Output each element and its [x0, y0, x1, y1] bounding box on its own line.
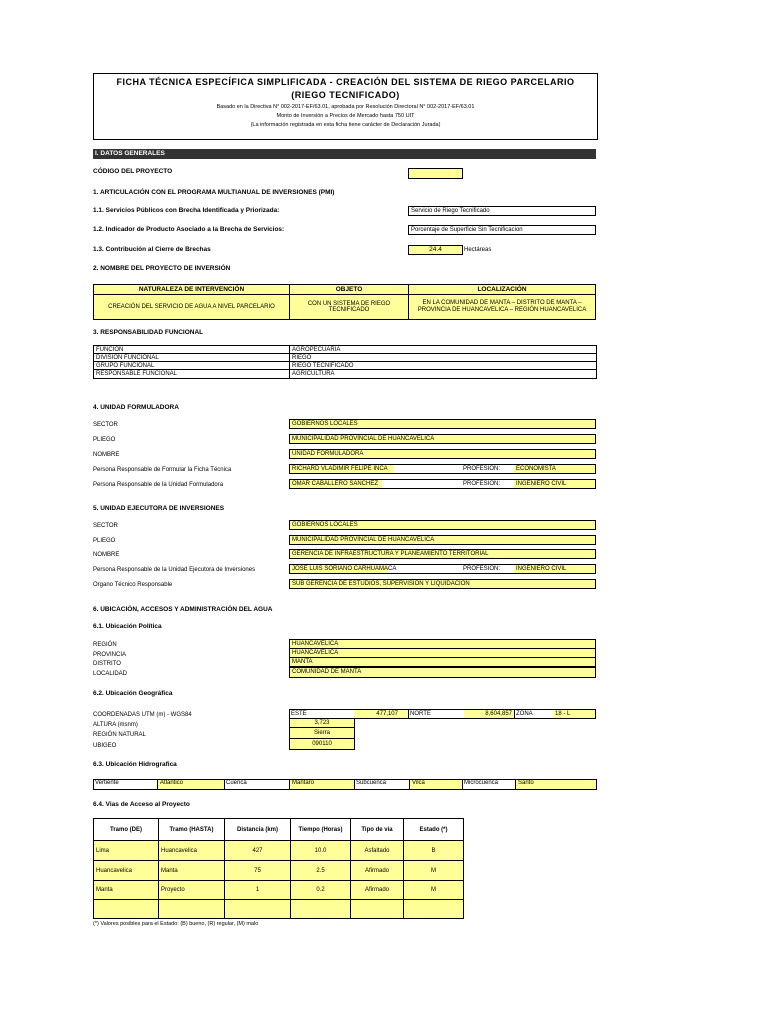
group-label: GRUPO FUNCIONAL — [93, 361, 290, 370]
ue-resp-field[interactable]: JOSE LUIS SORIANO CARHUAMACA — [292, 566, 397, 572]
form-subtitle: (RIEGO TECNIFICADO) — [291, 90, 400, 100]
provincia-label: PROVINCIA — [93, 652, 127, 658]
cuenca-field[interactable]: Mantaro — [290, 780, 355, 789]
ue-pliego-field[interactable]: MUNICIPALIDAD PROVINCIAL DE HUANCAVELICA — [289, 535, 596, 545]
provincia-field[interactable]: HUANCAVELICA — [289, 648, 596, 658]
th-distancia: Distancia (km) — [224, 818, 291, 841]
uf-resp2-field[interactable]: OMAR CABALLERO SANCHEZ — [290, 480, 382, 488]
access-row-4-hasta[interactable] — [158, 899, 225, 919]
ubigeo-field[interactable]: 090110 — [289, 738, 355, 750]
ue-nombre-label: NOMBRE — [93, 552, 120, 558]
zona-label: ZONA — [516, 711, 533, 717]
uf-resp1-label: Persona Responsable de Formular la Ficha Técnica — [93, 467, 232, 473]
form-title: FICHA TÉCNICA ESPECÍFICA SIMPLIFICADA - CREACIÓN DEL SISTEMA DE RIEGO PARCELARIO — [116, 77, 575, 87]
nature-value[interactable]: CREACIÓN DEL SERVICIO DE AGUA A NIVEL PARCELARIO — [93, 294, 290, 320]
ue-resp-row — [289, 564, 596, 574]
access-routes-title: 6.4. Vias de Acceso al Proyecto — [93, 801, 190, 808]
access-row-3-tiempo[interactable]: 0.2 — [290, 880, 351, 900]
ue-sector-field[interactable]: GOBIERNOS LOCALES — [289, 520, 596, 530]
access-row-2-tipo[interactable]: Afirmado — [350, 860, 404, 881]
uf-resp2-row — [289, 479, 596, 489]
contribution-label: 1.3. Contribución al Cierre de Brechas — [93, 246, 211, 253]
hydro-row — [93, 779, 597, 790]
ubigeo-label: UBIGEO — [93, 743, 117, 749]
region-field[interactable]: HUANCAVELICA — [289, 639, 596, 649]
subcuenca-label: Subcuenca — [355, 780, 410, 789]
microcuenca-label: Microcuenca — [463, 780, 516, 789]
location-access-title: 6. UBICACIÓN, ACCESOS Y ADMINISTRACIÓN DEL AGUA — [93, 606, 273, 613]
uf-resp1-field[interactable]: RICHARD VLADIMIR FELIPE INCA — [290, 465, 394, 473]
distrito-label: DISTRITO — [93, 661, 121, 667]
contribution-field[interactable]: 24.4 — [408, 245, 463, 255]
function-label: FUNCIÓN — [93, 345, 290, 354]
uf-sector-label: SECTOR — [93, 422, 118, 428]
ue-prof-label: PROFESION: — [463, 566, 501, 572]
cuenca-label: Cuenca — [225, 780, 290, 789]
uf-pliego-label: PLIEGO — [93, 437, 116, 443]
directive-line: Basado en la Directiva N° 002-2017-EF/63.01, aprobada por Resolución Directoral N° 002-2017-EF/63.01 — [216, 104, 475, 110]
access-row-4-de[interactable] — [93, 899, 159, 919]
status-footnote: (*) Valores posibles para el Estado: (B) bueno, (R) regular, (M) malo — [93, 921, 259, 927]
coord-label: COORDENADAS UTM (m) - WGS84 — [93, 712, 192, 718]
ue-resp-label: Persona Responsable de la Unidad Ejecutora de Inversiones — [93, 567, 256, 573]
header-location: LOCALIZACIÓN — [408, 284, 596, 295]
localidad-label: LOCALIDAD — [93, 671, 128, 677]
project-code-field[interactable] — [408, 168, 463, 179]
access-row-2-tiempo[interactable]: 2.5 — [290, 860, 351, 881]
th-tiempo: Tiempo (Horas) — [290, 818, 351, 841]
uf-sector-field[interactable]: GOBIERNOS LOCALES — [289, 419, 596, 429]
region-natural-field[interactable]: Sierra — [289, 727, 355, 739]
services-label: 1.1. Servicios Públicos con Brecha Identificada y Priorizada: — [93, 207, 280, 214]
location-value[interactable]: EN LA COMUNIDAD DE MANTA – DISTRITO DE MANTA – PROVINCIA DE HUANCAVELICA – REGIÓN HUANCAVELICA — [408, 294, 596, 320]
th-estado: Estado (*) — [403, 818, 464, 841]
vertiente-field[interactable]: Atlántico — [158, 780, 225, 789]
indicator-label: 1.2. Indicador de Producto Asociado a la Brecha de Servicios: — [93, 226, 285, 233]
altura-field[interactable]: 3,723 — [289, 718, 355, 728]
region-natural-label: REGIÓN NATURAL — [93, 732, 146, 738]
uf-nombre-field[interactable]: UNIDAD FORMULADORA — [289, 449, 596, 459]
access-row-2-hasta[interactable]: Manta — [158, 860, 225, 881]
ue-organo-label: Organo Técnico Responsable — [93, 582, 173, 588]
object-value[interactable]: CON UN SISTEMA DE RIEGO TECNIFICADO — [289, 294, 409, 320]
norte-label: NORTE — [410, 711, 431, 717]
project-code-label: CÓDIGO DEL PROYECTO — [93, 168, 173, 175]
division-label: DIVISIÓN FUNCIONAL — [93, 353, 290, 362]
functional-responsibility-title: 3. RESPONSABILIDAD FUNCIONAL — [93, 329, 204, 336]
ue-prof-field[interactable]: INGENIERO CIVIL — [514, 565, 595, 573]
political-location-title: 6.1. Ubicación Política — [93, 623, 162, 630]
formulating-unit-title: 4. UNIDAD FORMULADORA — [93, 404, 179, 411]
access-table — [93, 818, 464, 919]
th-tramo-hasta: Tramo (HASTA) — [158, 818, 225, 841]
distrito-field[interactable]: MANTA — [289, 657, 596, 667]
microcuenca-field[interactable]: Santo — [516, 780, 596, 789]
access-row-2-distancia[interactable]: 75 — [224, 860, 291, 881]
uf-nombre-label: NOMBRE — [93, 452, 120, 458]
access-row-2-de[interactable]: Huancavelica — [93, 860, 159, 881]
este-field[interactable]: 477,107 — [354, 710, 408, 718]
access-row-4-tiempo[interactable] — [290, 899, 351, 919]
altura-label: ALTURA (msnm) — [93, 722, 138, 728]
region-label: REGIÓN — [93, 642, 117, 648]
project-name-title: 2. NOMBRE DEL PROYECTO DE INVERSIÓN — [93, 265, 231, 272]
ue-pliego-label: PLIEGO — [93, 538, 116, 544]
section-general-bar — [93, 149, 596, 159]
header-object: OBJETO — [289, 284, 409, 295]
indicator-field[interactable]: Porcentaje de Superficie Sin Tecnificacion — [408, 225, 596, 235]
geographic-location-title: 6.2. Ubicación Geográfica — [93, 690, 173, 697]
access-row-1-estado[interactable]: B — [403, 840, 464, 861]
uf-prof1-label: PROFESION: — [463, 466, 501, 472]
contribution-unit: Hectáreas — [464, 247, 492, 253]
access-row-3-distancia[interactable]: 1 — [224, 880, 291, 900]
uf-pliego-field[interactable]: MUNICIPALIDAD PROVINCIAL DE HUANCAVELICA — [289, 434, 596, 444]
responsible-value[interactable]: AGRICULTURA — [289, 369, 597, 379]
header-nature: NATURALEZA DE INTERVENCIÓN — [93, 284, 290, 295]
group-value[interactable]: RIEGO TECNIFICADO — [289, 361, 597, 370]
zona-row — [514, 709, 596, 719]
responsible-label: RESPONSABLE FUNCIONAL — [93, 369, 290, 379]
vertiente-label: Vertiente — [94, 780, 158, 789]
access-row-2-estado[interactable]: M — [403, 860, 464, 881]
hydrographic-location-title: 6.3. Ubicación Hidrografica — [93, 761, 177, 768]
access-row-3-hasta[interactable]: Proyecto — [158, 880, 225, 900]
uf-prof2-field[interactable]: INGENIERO CIVIL — [514, 480, 595, 488]
section-general-title: I. DATOS GENERALES — [95, 150, 165, 157]
uf-resp2-label: Persona Responsable de la Unidad Formuladora — [93, 482, 224, 488]
zona-field[interactable]: 18 - L — [553, 710, 595, 718]
access-row-3-estado[interactable]: M — [403, 880, 464, 900]
function-value[interactable]: AGROPECUARIA — [289, 345, 597, 354]
ue-organo-field[interactable]: SUB GERENCIA DE ESTUDIOS, SUPERVISION Y LIQUIDACION — [289, 579, 596, 589]
access-row-1-tipo[interactable]: Asfaltado — [350, 840, 404, 861]
access-row-1-tiempo[interactable]: 10.0 — [290, 840, 351, 861]
norte-row — [408, 709, 515, 719]
access-row-3-tipo[interactable]: Afirmado — [350, 880, 404, 900]
uf-resp1-row — [289, 464, 596, 474]
localidad-field[interactable]: COMUNIDAD DE MANTA — [289, 667, 596, 678]
pmi-articulation-title: 1. ARTICULACIÓN CON EL PROGRAMA MULTIANUAL DE INVERSIONES (PMI) — [93, 189, 335, 196]
access-row-3-de[interactable]: Manta — [93, 880, 159, 900]
access-row-4-distancia[interactable] — [224, 899, 291, 919]
services-field[interactable]: Servicio de Riego Tecnificado — [408, 206, 596, 216]
access-row-1-de[interactable]: Lima — [93, 840, 159, 861]
declaration-line: (La información registrada en esta ficha tiene carácter de Declaración Jurada) — [250, 122, 441, 128]
access-row-4-estado[interactable] — [403, 899, 464, 919]
subcuenca-field[interactable]: Vilca — [410, 780, 463, 789]
division-value[interactable]: RIEGO — [289, 353, 597, 362]
este-label: ESTE — [291, 711, 307, 717]
uf-prof2-label: PROFESION: — [463, 481, 501, 487]
th-tramo-de: Tramo (DE) — [93, 818, 159, 841]
norte-field[interactable]: 8,604,857 — [464, 710, 514, 718]
access-row-1-hasta[interactable]: Huancavelica — [158, 840, 225, 861]
investment-line: Monto de Inversión a Precios de Mercado hasta 750 UIT — [276, 113, 415, 119]
header-box — [93, 73, 598, 140]
ue-sector-label: SECTOR — [93, 523, 118, 529]
access-row-1-distancia[interactable]: 427 — [224, 840, 291, 861]
ue-nombre-field[interactable]: GERENCIA DE INFRAESTRUCTURA Y PLANEAMIENTO TERRITORIAL — [289, 549, 596, 559]
th-tipo-via: Tipo de via — [350, 818, 404, 841]
uf-prof1-field[interactable]: ECONOMISTA — [514, 465, 595, 473]
executing-unit-title: 5. UNIDAD EJECUTORA DE INVERSIONES — [93, 505, 225, 512]
access-row-4-tipo[interactable] — [350, 899, 404, 919]
